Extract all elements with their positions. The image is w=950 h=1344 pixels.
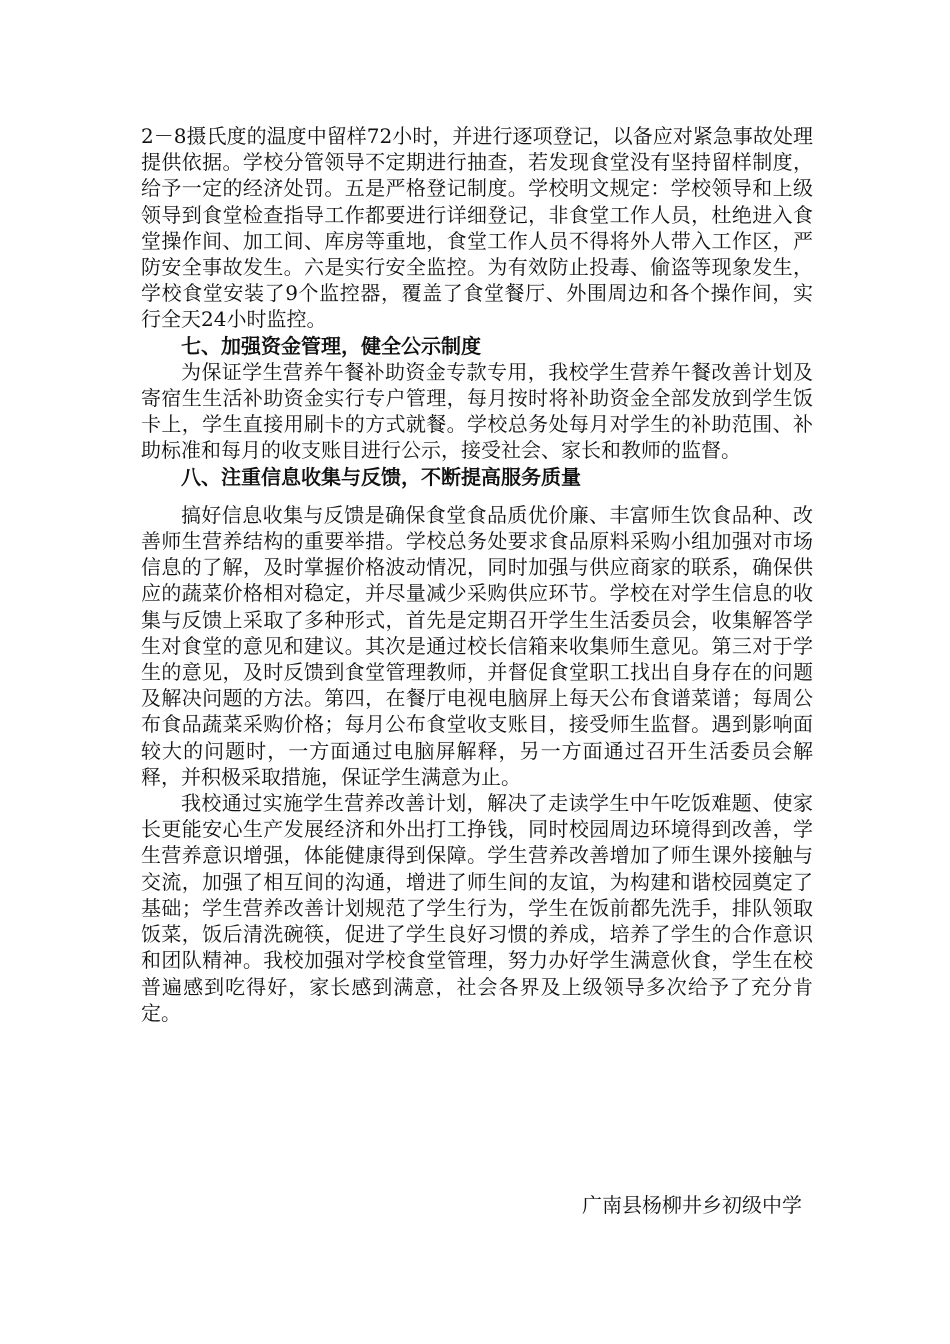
- paragraph-summary: 我校通过实施学生营养改善计划，解决了走读学生中午吃饭难题、使家长更能安心生产发展经济和外出打工挣钱，同时校园周边环境得到改善，学生营养意识增强，体能健康得到保障。学生营养改善增加了师生课外接触与交流，加强了相互间的沟通，增进了师生间的友谊，为构建和谐校园奠定了基础；学生营养改善计划规范了学生行为，学生在饭前都先洗手，排队领取饭菜，饭后清洗碗筷，促进了学生良好习惯的养成，培养了学生的合作意识和团队精神。我校加强对学校食堂管理，努力办好学生满意伙食，学生在校普遍感到吃得好，家长感到满意，社会各界及上级领导多次给予了充分肯定。: [141, 791, 813, 1025]
- paragraph-fund-management: 为保证学生营养午餐补助资金专款专用，我校学生营养午餐改善计划及寄宿生生活补助资金实行专户管理，每月按时将补助资金全部发放到学生饭卡上，学生直接用刷卡的方式就餐。学校总务处每月对学生的补助范围、补助标准和每月的收支账目进行公示，接受社会、家长和教师的监督。: [141, 359, 813, 463]
- school-signature: 广南县杨柳井乡初级中学: [582, 1193, 802, 1217]
- paragraph-food-safety: 2－8摄氏度的温度中留样72小时，并进行逐项登记，以备应对紧急事故处理提供依据。学校分管领导不定期进行抽查，若发现食堂没有坚持留样制度，给予一定的经济处罚。五是严格登记制度。学校明文规定：学校领导和上级领导到食堂检查指导工作都要进行详细登记，非食堂工作人员，杜绝进入食堂操作间、加工间、库房等重地，食堂工作人员不得将外人带入工作区，严防安全事故发生。六是实行安全监控。为有效防止投毒、偷盗等现象发生，学校食堂安装了9个监控器，覆盖了食堂餐厅、外围周边和各个操作间，实行全天24小时监控。: [141, 124, 813, 332]
- section-heading-information-feedback: 八、注重信息收集与反馈，不断提高服务质量: [181, 464, 581, 489]
- paragraph-information-feedback: 搞好信息收集与反馈是确保食堂食品质优价廉、丰富师生饮食品种、改善师生营养结构的重要举措。学校总务处要求食品原料采购小组加强对市场信息的了解，及时掌握价格波动情况，同时加强与供应商家的联系，确保供应的蔬菜价格相对稳定，并尽量减少采购供应环节。学校在对学生信息的收集与反馈上采取了多种形式，首先是定期召开学生生活委员会，收集解答学生对食堂的意见和建议。其次是通过校长信箱来收集师生意见。第三对于学生的意见，及时反馈到食堂管理教师，并督促食堂职工找出自身存在的问题及解决问题的方法。第四，在餐厅电视电脑屏上每天公布食谱菜谱；每周公布食品蔬菜采购价格；每月公布食堂收支账目，接受师生监督。遇到影响面较大的问题时，一方面通过电脑屏解释，另一方面通过召开生活委员会解释，并积极采取措施，保证学生满意为止。: [141, 502, 813, 789]
- section-heading-fund-management: 七、加强资金管理，健全公示制度: [181, 333, 481, 358]
- document-body: [141, 123, 813, 1026]
